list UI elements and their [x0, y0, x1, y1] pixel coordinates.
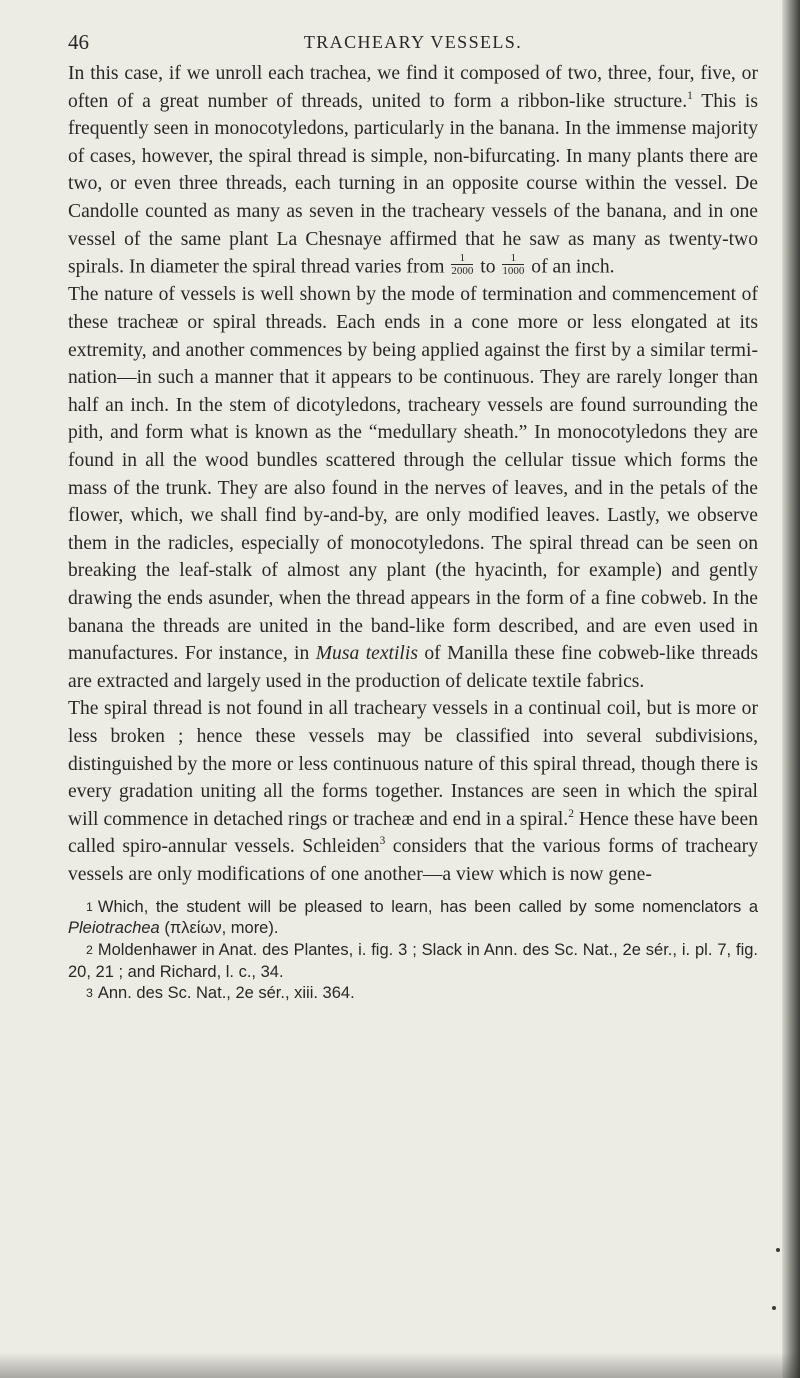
fraction-1: $\frac{1}{2000}$ — [451, 252, 474, 278]
page-header — [68, 30, 758, 56]
footnote-ref-3: 3 — [379, 835, 386, 848]
speck — [772, 1306, 776, 1310]
footnote-3: 3 Ann. des Sc. Nat., 2e sér., xiii. 364. — [86, 984, 355, 1003]
footnote-ref-2: 2 — [568, 807, 574, 820]
footnote-2: 2 Moldenhawer in Anat. des Plantes, i. fig. 3 ; Slack in Ann. des Sc. Nat., 2e sér., i. pl. 7, fig. 20, 21 ; and Richard, l. c., 34. — [68, 941, 758, 981]
body-text — [68, 60, 758, 889]
paragraph-2: The nature of vessels is well shown by the mode of termination and commencement of these tracheæ or spiral threads. Each ends in a cone more or less elongated at its extremity, and another commences by being applied against the first by a similar termination—in such a manner that it appears to be continuous. They are rarely longer than half an inch. In the stem of dicotyledons, tracheary vessels are found surrounding the pith, and form what is known as the “medullary sheath.” In monocotyledons they are found in all the wood bundles scattered through the cellular tissue which forms the mass of the trunk. They are also found in the nerves of leaves, and in the petals of the flower, which, we shall find by-and-by, are only modified leaves. Lastly, we observe them in the radicles, especially of monocotyledons. The spiral thread can be seen on breaking the leaf-stalk of almost any plant (the hyacinth, for example) and gently drawing the ends asunder, when the thread appears in the form of a fine cobweb. In the banana the threads are united in the band-like form described, and are even used in manufactures. For instance, in Musa textilis of Manilla these fine cobweb-like threads are extracted and largely used in the production of delicate textile fabrics. — [68, 284, 758, 692]
page-bottom-shadow — [0, 1352, 800, 1378]
book-page — [68, 30, 758, 1005]
paragraph-1: In this case, if we unroll each trachea, we find it composed of two, three, four, five, or often of a great number of threads, united to form a ribbon-like structure.$^1$ This is frequently seen in monocotyledons, particularly in the banana. In the immense majority of cases, however, the spiral thread is simple, non-bifurcating. In many plants there are two, or even three threads, each turning in an opposite course within the vessel. De Candolle counted as many as seven in the tracheary vessels of the banana, and in one vessel of the same plant La Chesnaye affirmed that he saw as many as twenty-two spirals. In diameter the spiral thread varies from $\frac{1}{2000}$ to $\frac{1}{1000}$ of an inch. — [68, 63, 758, 278]
paragraph-3: The spiral thread is not found in all tracheary vessels in a continual coil, but is more or less broken ; hence these vessels may be classified into several subdivisions, distinguished by the more or less continuous nature of this spiral thread, though there is every gradation uniting all the forms together. Instances are seen in which the spiral will commence in detached rings or tracheæ and end in a spiral.$^2$ Hence these have been called spiro-annular vessels. Schleiden$^3$ considers that the various forms of tracheary vessels are only modifications of one another—a view which is now gene- — [68, 698, 758, 885]
footnote-1: 1 Which, the student will be pleased to learn, has been called by some nomenclators a Pleiotrachea (πλείων, more). — [68, 897, 758, 938]
running-head: TRACHEARY VESSELS. — [303, 32, 523, 52]
book-spine-shadow — [782, 0, 800, 1378]
speck — [776, 1248, 780, 1252]
footnotes — [68, 897, 758, 1005]
species-name: Musa textilis — [315, 643, 418, 665]
fraction-2: $\frac{1}{1000}$ — [502, 252, 525, 278]
page-number: 46 — [68, 30, 89, 54]
footnote-ref-1: 1 — [687, 89, 693, 102]
